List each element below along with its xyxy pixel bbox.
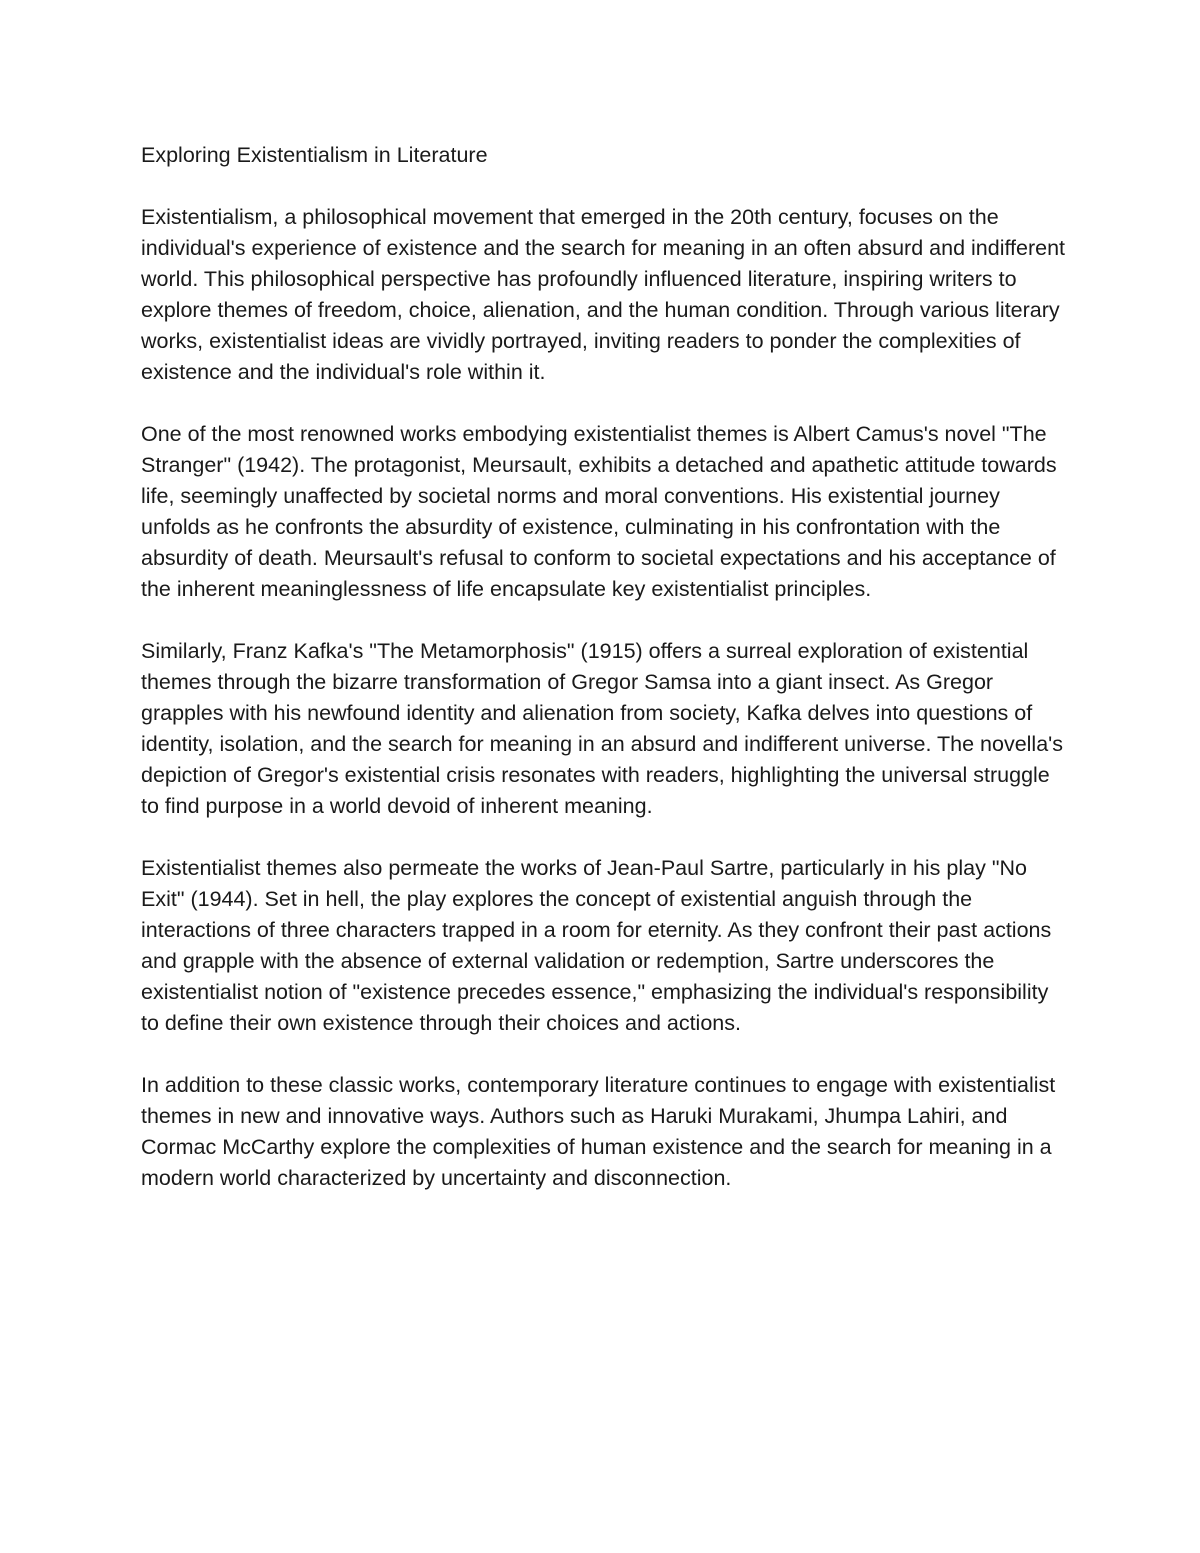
paragraph-camus: One of the most renowned works embodying existentialist themes is Albert Camus's novel "The Stranger" (1942). The protagonist, Meursault, exhibits a detached and apathetic attitude towards life, seemingly unaffected by societal norms and moral conventions. His existential journey unfolds as he confronts the absurdity of existence, culminating in his confrontation with the absurdity of death. Meursault's refusal to conform to societal expectations and his acceptance of the inherent meaninglessness of life encapsulate key existentialist principles. <box>141 422 1057 601</box>
paragraph-kafka: Similarly, Franz Kafka's "The Metamorphosis" (1915) offers a surreal exploration of existential themes through the bizarre transformation of Gregor Samsa into a giant insect. As Gregor grapples with his newfound identity and alienation from society, Kafka delves into questions of identity, isolation, and the search for meaning in an absurd and indifferent universe. The novella's depiction of Gregor's existential crisis resonates with readers, highlighting the universal struggle to find purpose in a world devoid of inherent meaning. <box>141 639 1064 818</box>
paragraph-introduction: Existentialism, a philosophical movement that emerged in the 20th century, focuses on the individual's experience of existence and the search for meaning in an often absurd and indifferent world. This philosophical perspective has profoundly influenced literature, inspiring writers to explore themes of freedom, choice, alienation, and the human condition. Through various literary works, existentialist ideas are vividly portrayed, inviting readers to ponder the complexities of existence and the individual's role within it. <box>141 205 1066 384</box>
paragraph-contemporary: In addition to these classic works, contemporary literature continues to engage with existentialist themes in new and innovative ways. Authors such as Haruki Murakami, Jhumpa Lahiri, and Cormac McCarthy explore the complexities of human existence and the search for meaning in a modern world characterized by uncertainty and disconnection. <box>141 1073 1056 1190</box>
document-page <box>141 140 1071 1225</box>
document-title: Exploring Existentialism in Literature <box>141 143 488 167</box>
paragraph-sartre: Existentialist themes also permeate the works of Jean-Paul Sartre, particularly in his play "No Exit" (1944). Set in hell, the play explores the concept of existential anguish through the interactions of three characters trapped in a room for eternity. As they confront their past actions and grapple with the absence of external validation or redemption, Sartre underscores the existentialist notion of "existence precedes essence," emphasizing the individual's responsibility to define their own existence through their choices and actions. <box>141 856 1052 1035</box>
